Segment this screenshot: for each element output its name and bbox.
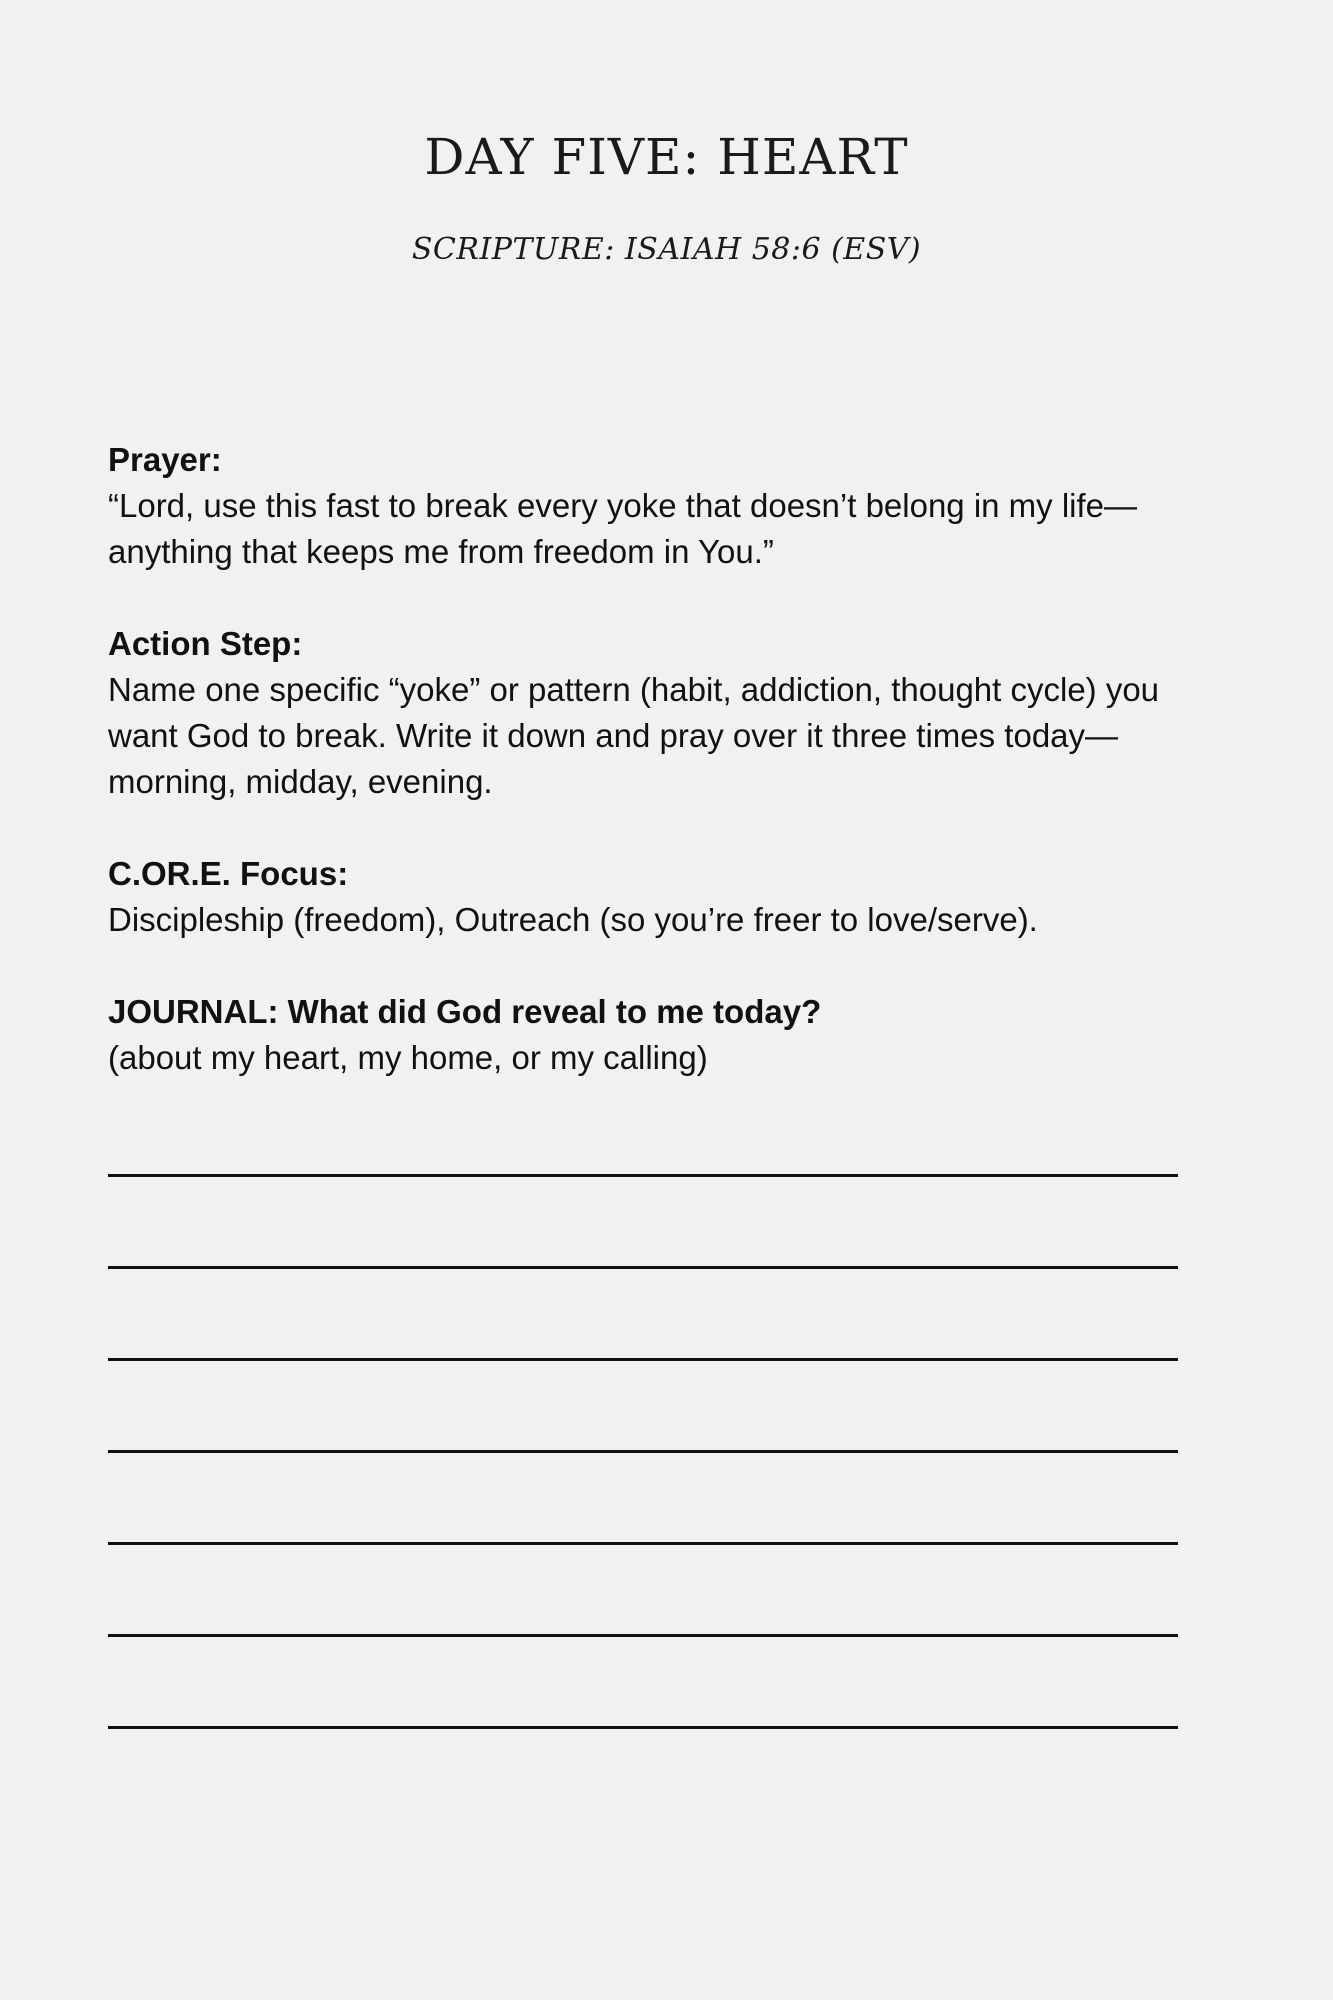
- journal-heading: JOURNAL: What did God reveal to me today?: [108, 993, 822, 1030]
- writing-line[interactable]: [108, 1634, 1178, 1637]
- writing-line[interactable]: [108, 1266, 1178, 1269]
- page-title: DAY FIVE: HEART: [424, 128, 909, 186]
- scripture-reference: SCRIPTURE: ISAIAH 58:6 (ESV): [411, 232, 922, 267]
- writing-line[interactable]: [108, 1542, 1178, 1545]
- prayer-heading: Prayer:: [108, 441, 222, 478]
- core-focus-heading: C.OR.E. Focus:: [108, 855, 349, 892]
- prayer-section: [108, 437, 1188, 575]
- writing-line[interactable]: [108, 1358, 1178, 1361]
- writing-line[interactable]: [108, 1174, 1178, 1177]
- writing-line[interactable]: [108, 1450, 1178, 1453]
- writing-line[interactable]: [108, 1726, 1178, 1729]
- action-step-heading: Action Step:: [108, 625, 303, 662]
- core-focus-text: Discipleship (freedom), Outreach (so you’re freer to love/serve).: [108, 901, 1038, 938]
- core-focus-section: [108, 851, 1188, 943]
- devotional-content: [108, 437, 1188, 1081]
- journal-subheading: (about my heart, my home, or my calling): [108, 1039, 708, 1076]
- action-step-section: [108, 621, 1188, 805]
- journal-section: [108, 989, 1188, 1081]
- prayer-text: “Lord, use this fast to break every yoke that doesn’t belong in my life—anything that keeps me from freedom in You.”: [108, 487, 1138, 570]
- journal-writing-lines[interactable]: [108, 1174, 1178, 1818]
- action-step-text: Name one specific “yoke” or pattern (habit, addiction, thought cycle) you want God to break. Write it down and pray over it three times today—morning, midday, evening.: [108, 671, 1160, 800]
